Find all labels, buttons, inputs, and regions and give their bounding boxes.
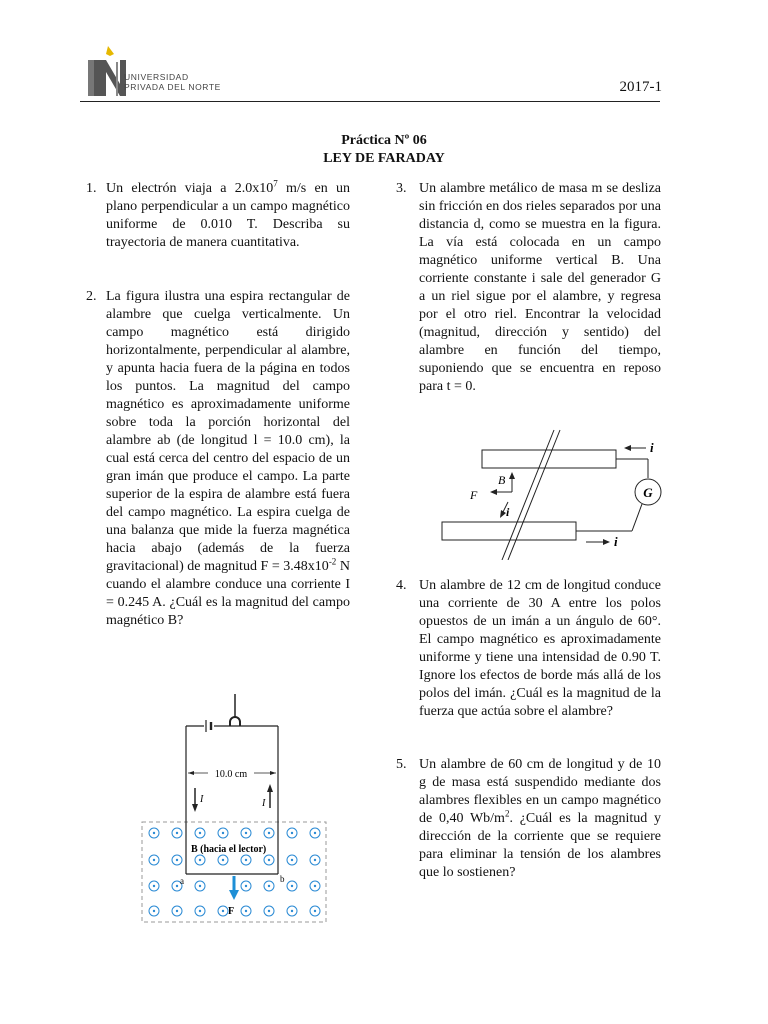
point-a-label: a (180, 876, 184, 886)
year-label: 2017-1 (619, 79, 662, 95)
problem-3-pre: Un alambre metálico de masa m se desliza sin fricción en dos rieles separados por una distancia d, como se muestra en la figura. La vía está colocada en un campo magnético uniforme vertical B. Una corriente constante i sale del generador G a un riel sigue por el alambre, y regresa por el otro riel. Encontrar la velocidad (magnitud, dirección y sentido) del alambre en función del tiempo, suponiendo que se encuentra en reposo para t = 0. (419, 181, 661, 394)
lower-rail (442, 522, 576, 540)
problem-1-pre: Un electrón viaja a 2.0x10 (106, 181, 274, 196)
header-divider (80, 101, 660, 102)
logo-text (124, 72, 221, 92)
logo-line1: UNIVERSIDAD (124, 72, 189, 82)
problem-4-number: 4. (396, 578, 407, 593)
rail-force-label: F (470, 488, 478, 502)
force-label: F (228, 906, 235, 917)
page-title (0, 132, 768, 168)
problem-1-sup: 7 (273, 178, 278, 189)
field-dots (149, 828, 320, 916)
problem-5-post: . ¿Cuál es la magnitud y dirección de la corriente que se requiere para eliminar la tensión de los alambres que lo sostienen? (419, 811, 661, 880)
problem-2-sup: -2 (328, 556, 337, 567)
force-arrow (229, 890, 239, 900)
upper-rail (482, 450, 616, 468)
problem-2-number: 2. (86, 289, 97, 304)
problem-3-number: 3. (396, 181, 407, 196)
rail-current-label: i (506, 505, 510, 519)
problem-5-pre: Un alambre de 60 cm de longitud y de 10 g de masa está suspendido mediante dos alambres flexibles en un campo magnético de 0,40 Wb/m (419, 757, 661, 826)
current-left-label: I (200, 794, 204, 805)
problem-5-sup: 2 (504, 808, 510, 819)
logo-line2: PRIVADA DEL NORTE (124, 82, 221, 92)
problem-1-text (106, 180, 350, 252)
current-label-top: i (650, 440, 654, 455)
problem-3-text (419, 180, 661, 396)
current-label-bottom: i (614, 534, 618, 549)
problem-2-text (106, 288, 350, 630)
problem-5-text (419, 756, 661, 882)
problem-1-number: 1. (86, 181, 97, 196)
problem-5-number: 5. (396, 757, 407, 772)
problem-4-text (419, 577, 661, 721)
generator-label: G (643, 485, 653, 500)
rails-figure (436, 428, 668, 560)
problem-4-pre: Un alambre de 12 cm de longitud conduce una corriente de 30 A entre los polos opuestos de un imán a un ángulo de 60°. El campo magnético es aproximadamente uniforme y tiene una intensidad de 0.90 T. Ignore los efectos de borde más allá de los polos del imán. ¿Cuál es la magnitud de la fuerza que actúa sobre el alambre? (419, 578, 661, 719)
length-label: 10.0 cm (214, 769, 248, 780)
problem-1-post: m/s en un plano perpendicular a un campo magnético uniforme de 0.010 T. Describa su trayectoria de manera cuantitativa. (106, 181, 350, 250)
current-right-label: I (262, 798, 266, 809)
rail-field-label: B (498, 473, 506, 487)
title-line2: LEY DE FARADAY (323, 151, 445, 166)
loop-figure (136, 690, 332, 926)
field-label: B (hacia el lector) (191, 844, 267, 855)
problem-2-pre: La figura ilustra una espira rectangular de alambre que cuelga verticalmente. Un campo magnético está dirigido horizontalmente, perpendicular al alambre, y apunta hacia fuera de la página en todos los puntos. La magnitud del campo magnético es aproximadamente uniforme sobre toda la porción horizontal del alambre ab (de longitud l = 10.0 cm), la cual está cerca del centro del espacio de un gran imán que produce el campo. La parte superior de la espira de alambre está fuera del campo magnético. La espira cuelga de una balanza que mide la fuerza magnética hacia abajo (además de la fuerza gravitacional) de magnitud F = 3.48x10 (106, 289, 350, 574)
title-line1: Práctica Nº 06 (341, 133, 427, 148)
point-b-label: b (280, 874, 285, 884)
problem-2-post: N cuando el alambre conduce una corriente I = 0.245 A. ¿Cuál es la magnitud del campo magnético B? (106, 559, 350, 628)
